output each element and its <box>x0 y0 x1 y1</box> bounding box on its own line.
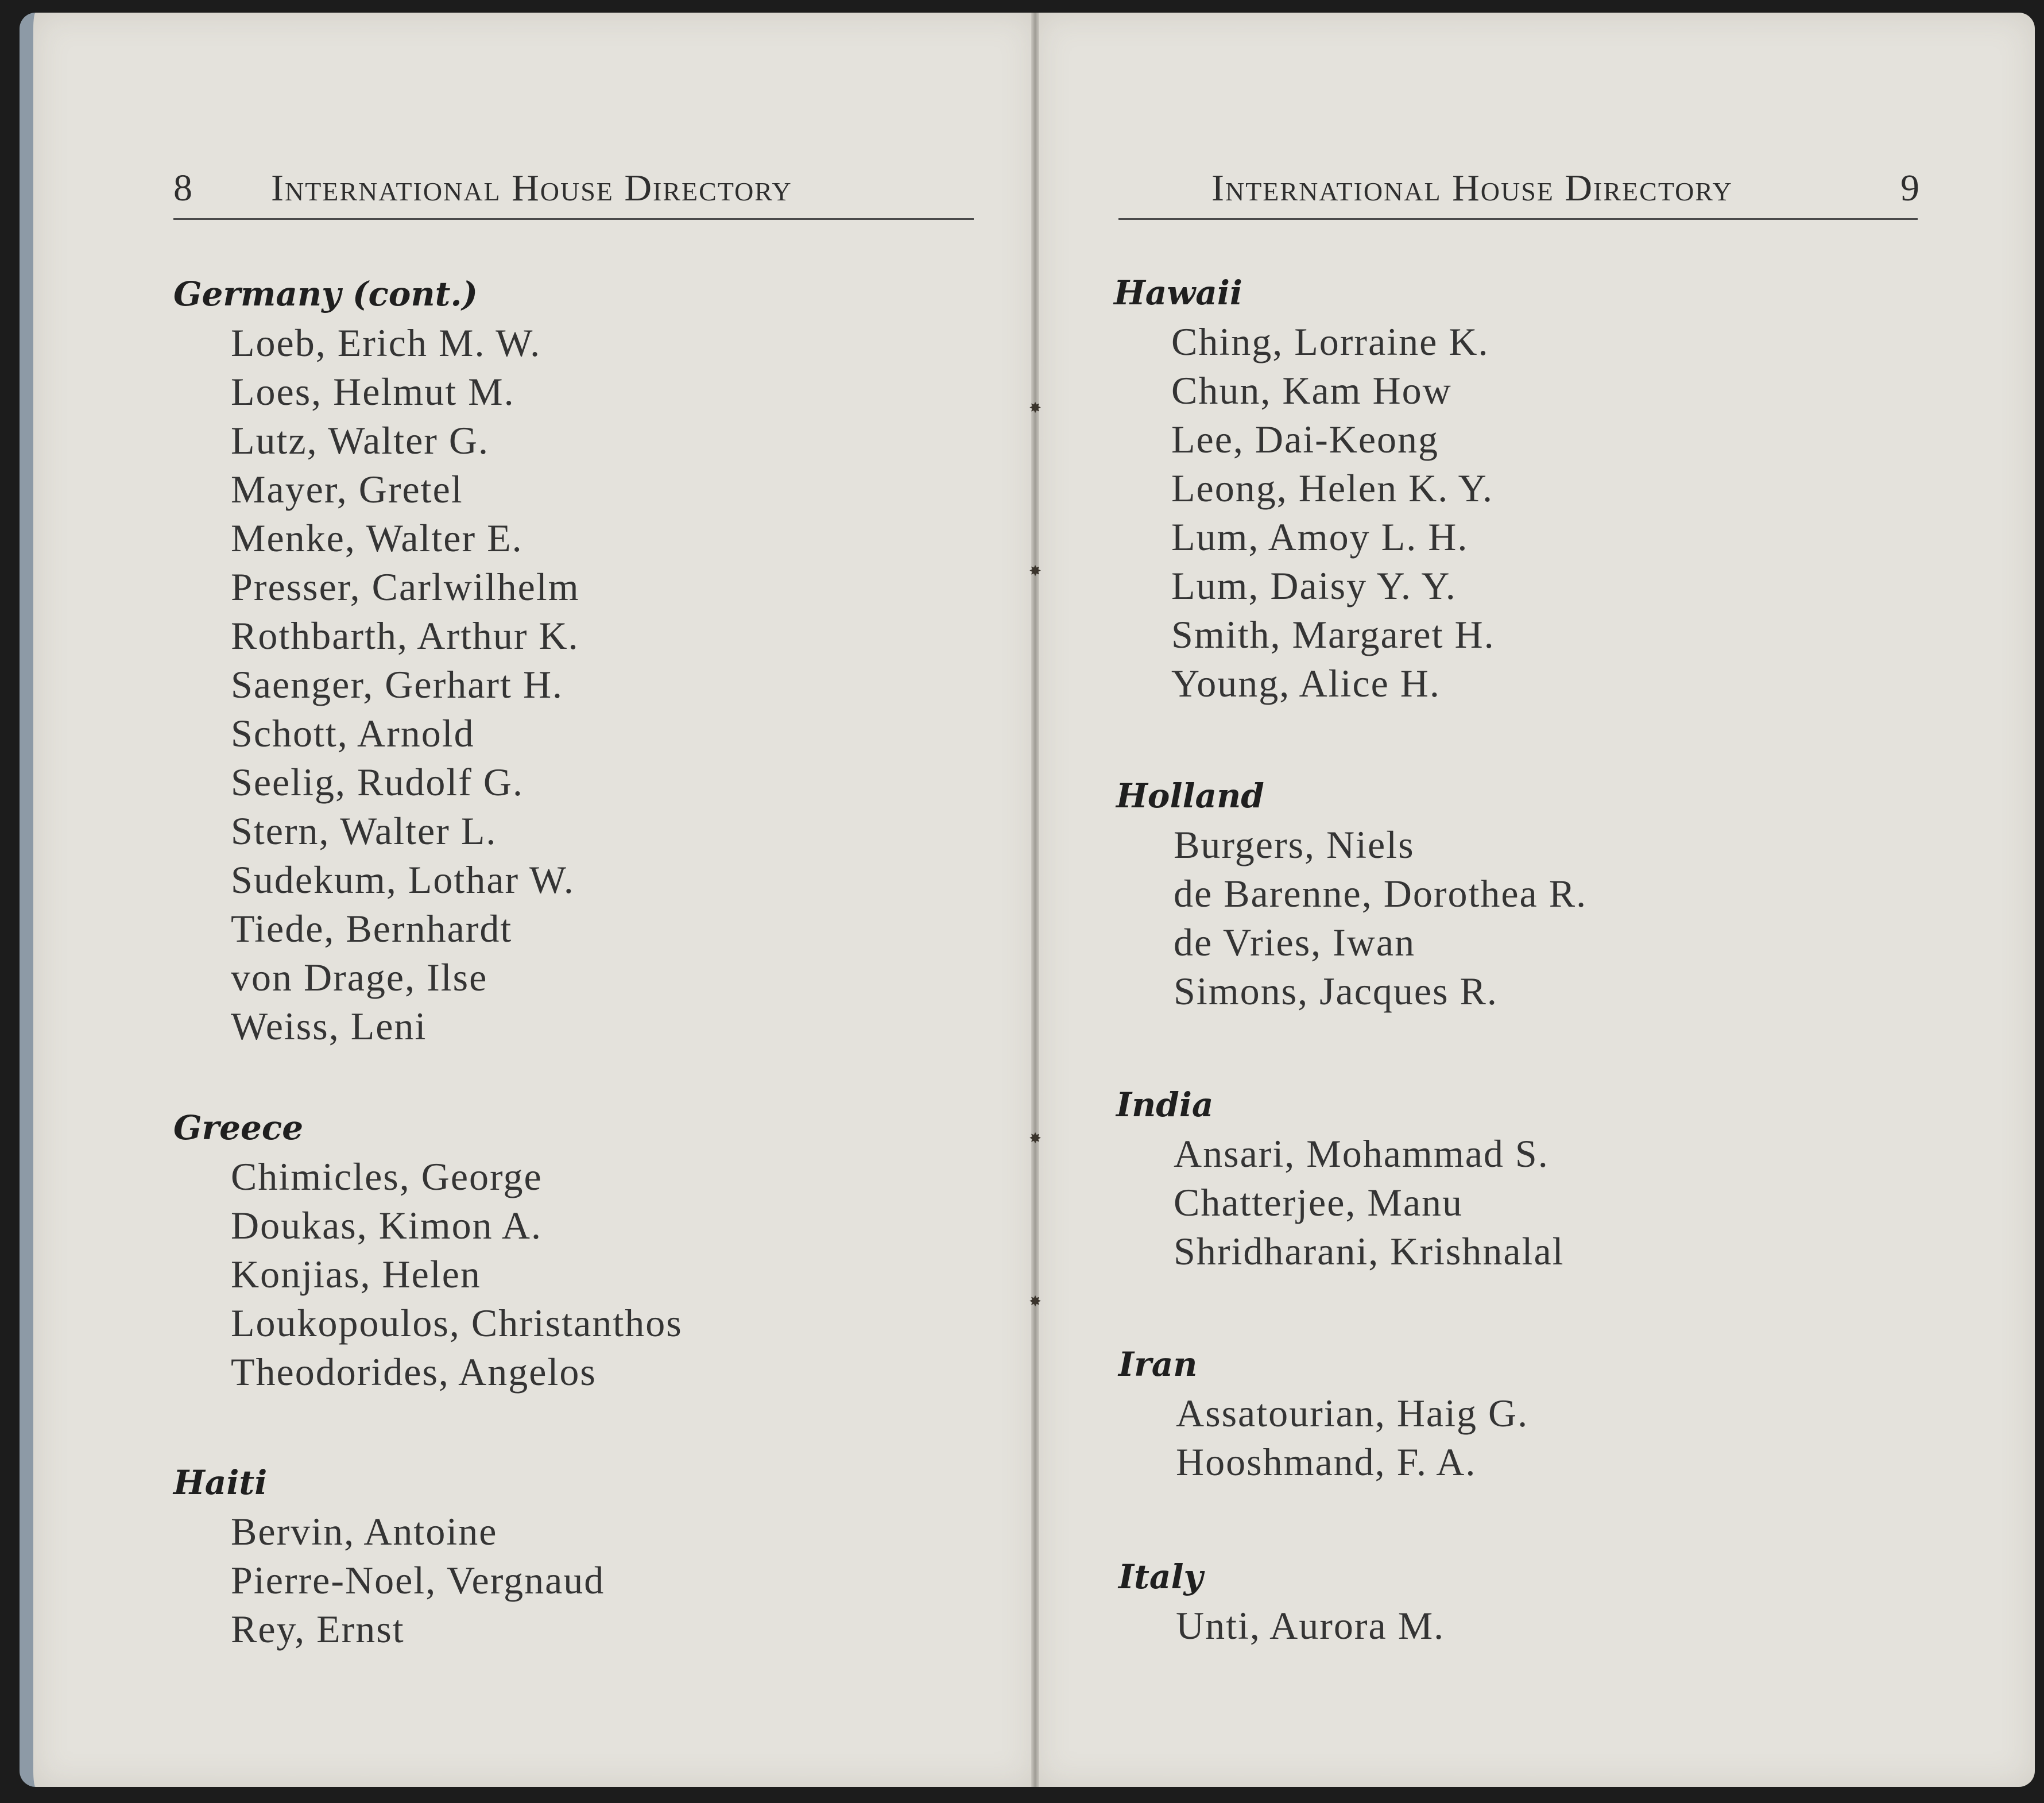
list-item: Simons, Jacques R. <box>1174 969 1498 1013</box>
list-item: Loes, Helmut M. <box>231 370 515 413</box>
list-item: Pierre-Noel, Vergnaud <box>231 1558 605 1602</box>
country-heading: Greece <box>173 1108 304 1147</box>
list-item: Ansari, Mohammad S. <box>1174 1132 1549 1175</box>
list-item: Lee, Dai-Keong <box>1171 417 1439 461</box>
list-item: Theodorides, Angelos <box>231 1350 597 1394</box>
country-heading: Hawaii <box>1114 273 1242 312</box>
list-item: Young, Alice H. <box>1171 661 1441 705</box>
list-item: Weiss, Leni <box>231 1004 427 1048</box>
right-page <box>1036 13 2035 1787</box>
book-gutter <box>1031 13 1039 1787</box>
list-item: Presser, Carlwilhelm <box>231 565 580 609</box>
list-item: Konjias, Helen <box>231 1252 481 1296</box>
list-item: Menke, Walter E. <box>231 516 523 560</box>
name-list <box>1114 318 1495 708</box>
country-section-hawaii <box>1114 269 1495 708</box>
list-item: Saenger, Gerhart H. <box>231 663 564 706</box>
list-item: Hooshmand, F. A. <box>1176 1440 1477 1484</box>
list-item: Lutz, Walter G. <box>231 419 490 462</box>
country-section-india <box>1116 1081 1565 1276</box>
list-item: Ching, Lorraine K. <box>1171 320 1489 363</box>
country-section-italy <box>1118 1553 1445 1650</box>
list-item: Leong, Helen K. Y. <box>1171 466 1494 510</box>
list-item: Rey, Ernst <box>231 1607 405 1651</box>
name-list <box>1116 1129 1565 1276</box>
header-rule <box>173 218 974 220</box>
list-item: Stern, Walter L. <box>231 809 497 853</box>
left-page <box>20 13 1036 1787</box>
header-rule <box>1118 218 1918 220</box>
list-item: Tiede, Bernhardt <box>231 907 513 950</box>
country-section-holland <box>1116 772 1587 1016</box>
list-item: Lum, Daisy Y. Y. <box>1171 564 1457 608</box>
running-head: International House Directory <box>271 167 792 209</box>
country-section-haiti <box>173 1458 605 1654</box>
list-item: de Barenne, Dorothea R. <box>1174 872 1588 915</box>
list-item: Seelig, Rudolf G. <box>231 760 524 804</box>
list-item: de Vries, Iwan <box>1174 920 1416 964</box>
country-heading: Germany (cont.) <box>173 274 478 314</box>
stitch-mark-icon: ✸ <box>1029 1293 1042 1310</box>
list-item: von Drage, Ilse <box>231 955 488 999</box>
list-item: Loukopoulos, Christanthos <box>231 1301 683 1345</box>
list-item: Burgers, Niels <box>1174 823 1415 866</box>
list-item: Sudekum, Lothar W. <box>231 858 575 902</box>
list-item: Mayer, Gretel <box>231 467 463 511</box>
page-number: 9 <box>1900 167 1919 209</box>
name-list <box>173 319 580 1051</box>
country-section-iran <box>1118 1340 1528 1487</box>
list-item: Smith, Margaret H. <box>1171 613 1495 656</box>
country-section-greece <box>173 1104 683 1396</box>
stitch-mark-icon: ✸ <box>1029 400 1042 417</box>
list-item: Chun, Kam How <box>1171 369 1452 412</box>
name-list <box>1118 1601 1445 1650</box>
list-item: Doukas, Kimon A. <box>231 1204 542 1247</box>
country-heading: Italy <box>1118 1557 1203 1596</box>
running-head: International House Directory <box>1211 167 1733 209</box>
country-heading: Holland <box>1116 776 1264 815</box>
name-list <box>173 1152 683 1396</box>
list-item: Chatterjee, Manu <box>1174 1181 1464 1224</box>
list-item: Assatourian, Haig G. <box>1176 1391 1529 1435</box>
list-item: Unti, Aurora M. <box>1176 1604 1445 1647</box>
list-item: Chimicles, George <box>231 1155 543 1198</box>
list-item: Lum, Amoy L. H. <box>1171 515 1469 559</box>
country-section-germany <box>173 270 580 1051</box>
country-heading: Haiti <box>173 1463 268 1502</box>
name-list <box>173 1507 605 1654</box>
list-item: Loeb, Erich M. W. <box>231 321 541 365</box>
name-list <box>1116 821 1587 1016</box>
country-heading: India <box>1116 1085 1214 1124</box>
list-item: Shridharani, Krishnalal <box>1174 1229 1565 1273</box>
list-item: Rothbarth, Arthur K. <box>231 614 579 657</box>
name-list <box>1118 1389 1528 1487</box>
list-item: Bervin, Antoine <box>231 1510 498 1553</box>
list-item: Schott, Arnold <box>231 711 475 755</box>
country-heading: Iran <box>1118 1345 1198 1384</box>
stitch-mark-icon: ✸ <box>1029 1130 1042 1147</box>
stitch-mark-icon: ✸ <box>1029 563 1042 580</box>
page-number: 8 <box>173 167 192 209</box>
